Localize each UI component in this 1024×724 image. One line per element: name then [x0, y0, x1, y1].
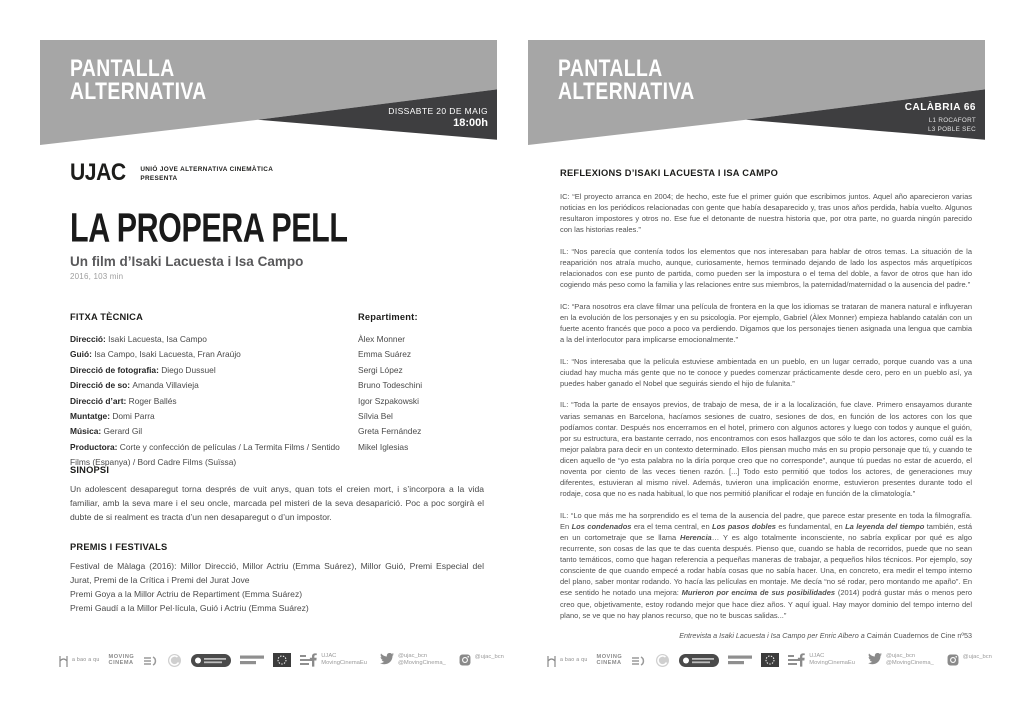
- paragraph-text: IC: “El proyecto arranca en 2004; de hecho, este fue el primer guión que escribimos juntos. Aquel año aparecieron varias noticias en los periódicos relacionadas con gente que había desaparecido y, tras unos años perdida, había vuelto. Algunos resultaron impostores y otros no. Ese fue el detonante de nuestra historia que, por otra parte, no guarda ningún parecido con las historias reales.”: [560, 192, 972, 235]
- metro-line-1: L1 ROCAFORT: [928, 117, 976, 124]
- erasmus-logo: [240, 654, 264, 666]
- instagram-handles: [475, 654, 504, 662]
- credit-row: [70, 409, 362, 424]
- social-handle: MovingCinemaEu: [321, 660, 367, 666]
- facebook-handles: [321, 653, 367, 668]
- social-handle: UJAC: [321, 652, 337, 659]
- synopsis-text: Un adolescent desaparegut torna després de vuit anys, quan tots el creien mort, i s’incorpora a la vida familiar, amb la seva mare i el seu oncle, marcada pel misteri de la seva desaparició. Poc a poc sorgirà el dubte de si realment es tracta d’un nen desaparegut o d’un impostor.: [70, 484, 484, 522]
- credit-value: Isaki Lacuesta, Isa Campo: [108, 334, 207, 344]
- paragraph-text: IL: “Nos parecía que contenía todos los elementos que nos interesaban para hablar de otros temas. La situación de la reaparición nos atraía mucho, aunque, curiosamente, hemos terminado dejando de lado los aspectos más arquetípicos relacionados con ese punto de partida, como pueden ser la impostura o el tema del doble, a favor de otros que han ido cogiendo más peso como la familia y las relaciones entre sus miembros, la paternidad/maternidad o la ausencia del padre.”: [560, 246, 972, 290]
- bridge-icon: [58, 653, 69, 668]
- cast-member: Igor Szpakowski: [358, 395, 419, 406]
- twitter-handles: [398, 653, 446, 668]
- interview-paragraphs: [560, 191, 972, 621]
- credit-value: Domi Parra: [112, 411, 155, 422]
- award-line: Premi Gaudí a la Millor Pel·lícula, Guió i Actriu (Emma Suárez): [70, 602, 309, 613]
- fitxa-rows: [70, 332, 362, 471]
- partner-logos: [546, 653, 783, 668]
- cast-member: Sílvia Bel: [358, 411, 393, 422]
- cast-member: Bruno Todeschini: [358, 380, 423, 391]
- facebook-link[interactable]: [797, 653, 855, 668]
- awards-heading: PREMIS I FESTIVALS: [70, 542, 168, 552]
- award-line: Festival de Màlaga (2016): Millor Direcció, Millor Actriu (Emma Suárez), Millor Guió, Premi Especial del Jurat, Premi de la Crítica i Premi del Jurat Jove: [70, 561, 484, 585]
- twitter-handles: [886, 653, 934, 668]
- credit-value: Roger Ballés: [128, 395, 177, 406]
- banner-right: [528, 40, 985, 145]
- technical-sheet-heading: FITXA TÈCNICA: [70, 312, 144, 322]
- paragraph-text: IL: “Toda la parte de ensayos previos, de trabajo de mesa, de ir a la localización, fue clave. Primero ensayamos durante varias semanas en Barcelona, hacíamos sesiones de cuatro, sesiones de dos, en función de los actores con los que podíamos contar. Después nos encerramos en el hotel, primero con algunos actores y luego con todos y aunque el guión, por su estructura, era bastante cerrado, nos encontramos con esos hallazgos que sólo te dan los actores, como cuál es la mejor palabra para decir en un contexto determinado. Ellos piensan mucho más en su propio personaje que tú, y cuando te dicen aquello de “yo esta palabra no la diría porque creo que no corresponde”, aunque tú puedas no estar de acuerdo, el noventa por ciento de las veces tienen razón. [...] Todo esto permitió que todos los actores, de generaciones muy diferentes, estuvieran al mismo nivel. Además, tuvieron una implicación enorme, estuvieron presentes durante todo el rodaje, cosa que no es nada habitual, lo que nos permitió planificar el rodaje en función de la climatología.”: [560, 400, 972, 499]
- escac-logo: [631, 653, 646, 667]
- twitter-link[interactable]: [380, 653, 446, 668]
- facebook-icon: [797, 653, 805, 667]
- brand-line1: PANTALLA: [70, 53, 175, 82]
- presenter-block: [70, 159, 274, 186]
- eu-flag-icon: [273, 653, 291, 667]
- eu-media-logo: [761, 653, 779, 667]
- credit-value: Gerard Gil: [103, 426, 143, 437]
- footer-left: [58, 646, 504, 674]
- awards-section: [70, 542, 484, 616]
- metro-lines: [905, 116, 976, 134]
- banner-left: [40, 40, 497, 145]
- cast-member: Emma Suárez: [358, 349, 412, 360]
- award-lines: [70, 560, 484, 616]
- credit-label: Muntatge:: [70, 411, 113, 422]
- pantalla-alternativa-logo: [558, 53, 695, 105]
- cinema-swirl-logo: [167, 653, 182, 668]
- eu-flag-icon: [761, 653, 779, 667]
- ujac-logo: UJAC: [70, 159, 126, 186]
- cast-member: Mikel Iglesias: [358, 441, 409, 452]
- venue-info: [905, 102, 976, 134]
- credit-row: [70, 424, 362, 439]
- social-handle: @ujac_bcn: [886, 652, 916, 659]
- paragraph-text: era el tema central, en: [631, 521, 712, 531]
- social-handle: @ujac_bcn: [474, 654, 504, 660]
- badge-icon: [679, 654, 719, 667]
- pantalla-alternativa-logo: [70, 53, 207, 105]
- interview-heading: REFLEXIONS D’ISAKI LACUESTA I ISA CAMPO: [560, 168, 779, 178]
- interview-paragraph: [560, 356, 972, 389]
- credit-label: Música:: [70, 426, 104, 437]
- paragraph-text: (2014) podrá gustar más o menos pero creo que, objetivamente, estoy rodando mejor que hace diez años. Y aquí igual. Hay mayor dominio del tempo interno del plano, se ve que no hay planos recurso, que no te buscas salidas...”: [560, 588, 972, 620]
- footer-right: [546, 646, 992, 674]
- citation-italic: Entrevista a Isaki Lacuesta i Isa Campo per Enric Albero a: [679, 631, 867, 641]
- film-title-reference: Herencia: [680, 532, 712, 542]
- partner-logos: [58, 653, 295, 668]
- credit-value: Diego Dussuel: [161, 364, 216, 375]
- facebook-icon: [309, 653, 317, 667]
- credit-row: [70, 394, 362, 409]
- brand-line2: ALTERNATIVA: [558, 77, 695, 105]
- instagram-icon: [947, 654, 959, 666]
- cast-list: [358, 312, 422, 455]
- credit-label: Direcció de so:: [70, 380, 133, 391]
- instagram-link[interactable]: [947, 654, 992, 666]
- cinema-swirl-logo: [655, 653, 670, 668]
- program-wordmark-icon: [728, 654, 752, 666]
- page-right-flyer: [528, 0, 992, 724]
- interview-section: [560, 168, 972, 640]
- social-handle: @ujac_bcn: [962, 654, 992, 660]
- twitter-icon: [868, 653, 882, 665]
- credit-value: Amanda Villavieja: [132, 380, 199, 391]
- social-handle: MovingCinemaEu: [809, 660, 855, 666]
- cast-member: Àlex Monner: [358, 334, 406, 344]
- interview-citation: [560, 631, 972, 640]
- twitter-icon: [380, 653, 394, 665]
- erasmus-logo: [728, 654, 752, 666]
- synopsis-heading: SINOPSI: [70, 465, 110, 475]
- film-title-reference: Los pasos dobles: [712, 521, 776, 531]
- credit-label: Guió:: [70, 349, 95, 360]
- film-title: LA PROPERA PELL: [70, 206, 348, 252]
- interview-paragraph: [560, 399, 972, 499]
- badge-icon: [191, 654, 231, 667]
- paragraph-text: también, está en un cortometraje que se llama: [560, 521, 973, 542]
- credit-row: [70, 363, 362, 378]
- instagram-handles: [963, 654, 992, 662]
- presenter-presents: PRESENTA: [140, 174, 178, 182]
- screening-time: 18:00h: [453, 117, 488, 129]
- cast-member: Greta Fernández: [358, 426, 422, 437]
- credit-row: [70, 378, 362, 393]
- cast-heading: Repartiment:: [358, 312, 418, 322]
- synopsis-section: [70, 465, 484, 525]
- interview-paragraph: [560, 191, 972, 235]
- paragraph-text: IC: “Para nosotros era clave filmar una película de frontera en la que los idiomas se trataran de manera natural e influyeran en la evolución de los personajes y en su psicología. Por ejemplo, Gabriel (Àlex Monner) empieza hablando catalán con un fuerte acento francés que poco a poco va perdiendo. Digamos que los personajes tienen asignada una lengua que cambia a la del interlocutor para implicarse emocionalmente.”: [560, 301, 972, 345]
- swirl-icon: [167, 653, 182, 668]
- social-links: [797, 653, 992, 668]
- eu-media-logo: [273, 653, 291, 667]
- social-handle: @MovingCinema_: [398, 660, 446, 666]
- credit-value: Isa Campo, Isaki Lacuesta, Fran Araújo: [94, 349, 241, 360]
- swirl-icon: [655, 653, 670, 668]
- interview-paragraph: [560, 301, 972, 345]
- film-school-icon: [143, 653, 158, 667]
- moving-cinema-logo: MOVING CINEMA: [108, 654, 135, 666]
- bridge-icon: [546, 653, 557, 668]
- citation-source: Caimán Cuadernos de Cine nº53: [866, 631, 972, 641]
- brand-line1: PANTALLA: [558, 53, 663, 82]
- interview-paragraph: [560, 510, 972, 621]
- cast-member: Sergi López: [358, 364, 403, 375]
- paragraph-text: IL: “Lo que más me ha sorprendido es el tema de la ausencia del padre, que parece estar presente en toda la filmografía. En: [560, 510, 972, 531]
- venue-name: CALÀBRIA 66: [904, 102, 976, 113]
- a-bao-a-qu-logo: a bao a qu: [546, 653, 588, 668]
- film-title-reference: Los condenados: [571, 521, 632, 531]
- credit-label: Productora:: [70, 441, 120, 452]
- facebook-link[interactable]: [309, 653, 367, 668]
- social-handle: @MovingCinema_: [886, 660, 934, 666]
- facebook-handles: [809, 653, 855, 668]
- screening-info: [388, 106, 488, 129]
- credit-label: Direcció:: [70, 334, 109, 344]
- credit-value: Corte y confección de películas / La Termita Films / Sentido Films (Espanya) / Bord Cadre Films (Suïssa): [70, 441, 340, 468]
- interview-paragraph: [560, 246, 972, 290]
- social-handle: UJAC: [809, 652, 825, 659]
- credit-label: Direcció d’art:: [70, 395, 129, 406]
- presenter-full-name: UNIÓ JOVE ALTERNATIVA CINEMÀTICA: [140, 166, 274, 173]
- program-wordmark-icon: [240, 654, 264, 666]
- moving-cinema-logo: MOVING CINEMA: [596, 654, 623, 666]
- escac-logo: [143, 653, 158, 667]
- film-meta: 2016, 103 min: [70, 272, 124, 281]
- brand-line2: ALTERNATIVA: [70, 77, 207, 105]
- instagram-link[interactable]: [459, 654, 504, 666]
- social-links: [309, 653, 504, 668]
- paragraph-text: IL: “Nos interesaba que la película estuviese ambientada en un pueblo, en un lugar cerrado, porque cuando vas a una ciudad hay mucha más gente que no te conoce y puedes comenzar prácticamente desde cero, pero en un pueblo así, ya puedes haber ganado el Nobel que seguirás siendo el hijo de fulanita.”: [560, 356, 972, 388]
- metro-line-2: L3 POBLE SEC: [927, 126, 976, 133]
- film-title-reference: Murieron por encima de sus posibilidades: [681, 588, 836, 598]
- film-byline: Un film d’Isaki Lacuesta i Isa Campo: [70, 254, 304, 269]
- dark-badge-logo: [191, 654, 231, 667]
- technical-sheet: [70, 312, 362, 471]
- paragraph-text: es fundamental, en: [775, 521, 846, 531]
- page-left-flyer: [40, 0, 504, 724]
- film-title-reference: La leyenda del tiempo: [845, 521, 925, 531]
- a-bao-a-qu-logo: a bao a qu: [58, 653, 100, 668]
- credit-row: [70, 332, 362, 347]
- award-line: Premi Goya a la Millor Actriu de Repartiment (Emma Suárez): [70, 588, 303, 599]
- credit-row: [70, 347, 362, 362]
- instagram-icon: [459, 654, 471, 666]
- screening-date: DISSABTE 20 DE MAIG: [388, 106, 488, 116]
- film-school-icon: [631, 653, 646, 667]
- dark-badge-logo: [679, 654, 719, 667]
- paragraph-text: … Y es algo totalmente inconsciente, no sabría explicar por qué es algo recurrente, son cosas de las que te das cuenta después. Pienso que, cuando se habla de recorridos, puede que no sean tanto temáticos, como que hagan referencia a pequeñas maneras de trabajar, a pequeños hilos técnicos. Por ejemplo, soy consciente de que cuando empecé a rodar había cosas que no sabía hacer. Una, en concreto, era medir el tempo interno del plano, saber montar rodando. Yo hacía las películas en montaje. Me decía “no sé rodar, pero montando me apaño”. En ese sentido he notado una mejora:: [560, 532, 972, 598]
- presenter-lines: [140, 163, 273, 183]
- social-handle: @ujac_bcn: [398, 652, 428, 659]
- credit-label: Direcció de fotografia:: [70, 364, 162, 375]
- twitter-link[interactable]: [868, 653, 934, 668]
- cast-names: [358, 332, 422, 455]
